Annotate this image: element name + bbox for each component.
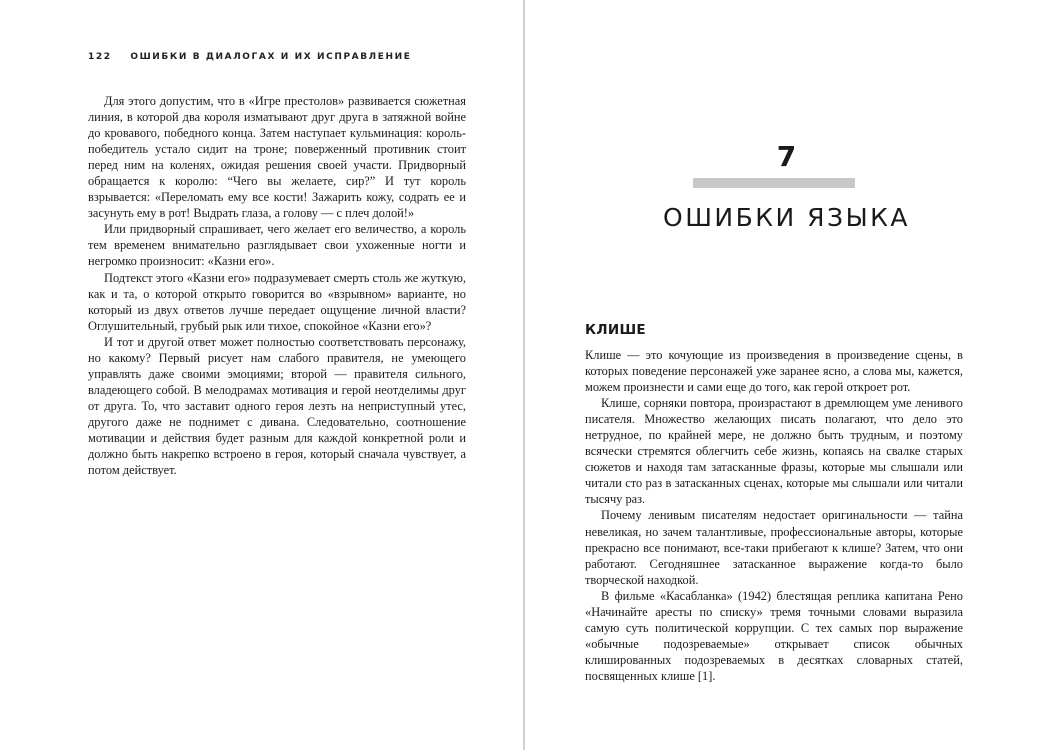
chapter-title: ОШИБКИ ЯЗЫКА <box>663 203 910 232</box>
section-heading: КЛИШЕ <box>585 322 646 338</box>
right-page <box>525 0 1048 750</box>
paragraph: Почему ленивым писателям недостает оригинальности — тайна невеликая, но зачем талантливые, профессиональные авторы, которые прекрасно все понимают, все-таки прибегают к клише? Затем, что они работают. Сегодняшнее затасканное выражение когда-то было творческой находкой. <box>585 508 963 587</box>
running-head-title: ОШИБКИ В ДИАЛОГАХ И ИХ ИСПРАВЛЕНИЕ <box>130 52 412 62</box>
left-body-text <box>88 93 466 478</box>
paragraph: Или придворный спрашивает, чего желает его величество, а король тем временем внимательно разглядывает свои ухоженные ногти и негромко произносит: «Казни его». <box>88 222 466 269</box>
paragraph: В фильме «Касабланка» (1942) блестящая реплика капитана Рено «Начинайте аресты по списку» тремя точными словами выразила самую суть политической коррупции. С тех самых пор выражение «обычные подозреваемые» открывает список обычных клишированных подозреваемых в десятках словарных статей, посвященных клише [1]. <box>585 588 963 683</box>
running-head <box>88 52 412 62</box>
right-body-text <box>585 347 963 684</box>
paragraph: И тот и другой ответ может полностью соответствовать персонажу, но какому? Первый рисует нам слабого правителя, не умеющего управлять даже своими эмоциями; второй — правителя сильного, владеющего собой. В мелодрамах мотивация и герой неотделимы друг от друга. То, что заставит одного героя лезть на неприступный утес, другого даже не поднимет с дивана. Следовательно, соотношение мотивации и действия будет разным для каждой конкретной роли и должно быть накрепко встроено в героя, который сначала чувствует, а потом действует. <box>88 334 466 478</box>
left-page <box>0 0 523 750</box>
page-number: 122 <box>88 52 112 62</box>
paragraph: Клише — это кочующие из произведения в произведение сцены, в которых поведение персонажей уже заранее ясно, а слова мы, кажется, можем произнести и сами еще до того, как герой откроет рот. <box>585 348 963 395</box>
paragraph: Для этого допустим, что в «Игре престолов» развивается сюжетная линия, в которой два короля изматывают друг друга в затяжной войне до кровавого, победного конца. Затем наступает кульминация: король-победитель устало сидит на троне; поверженный противник стоит перед ним на коленях, ожидая решения своей участи. Придворный обращается к королю: “Чего вы желаете, сир?” И тут король взрывается: «Переломать ему все кости! Зажарить кожу, содрать ее и засунуть ему в рот! Выдрать глаза, а голову — с плеч долой!» <box>88 94 466 221</box>
paragraph: Подтекст этого «Казни его» подразумевает смерть столь же жуткую, как и та, о которой открыто говорится во «взрывном» варианте, но который из двух ответов лучше передает ощущение личной власти? Оглушительный, грубый рык или тихое, спокойное «Казни его»? <box>88 270 466 333</box>
chapter-number: 7 <box>776 140 797 173</box>
paragraph: Клише, сорняки повтора, произрастают в дремлющем уме ленивого писателя. Множество желающих писать полагают, что дело это нетрудное, по крайней мере, не должно быть трудным, и поэтому всячески стремятся облегчить себе жизнь, копаясь на свалке старых сюжетов и находя там затасканные фразы, которые мы слышали или читали сто раз в затасканных сценах, которые мы слышали или читали тысячу раз. <box>585 396 963 507</box>
chapter-divider-bar <box>693 178 855 188</box>
